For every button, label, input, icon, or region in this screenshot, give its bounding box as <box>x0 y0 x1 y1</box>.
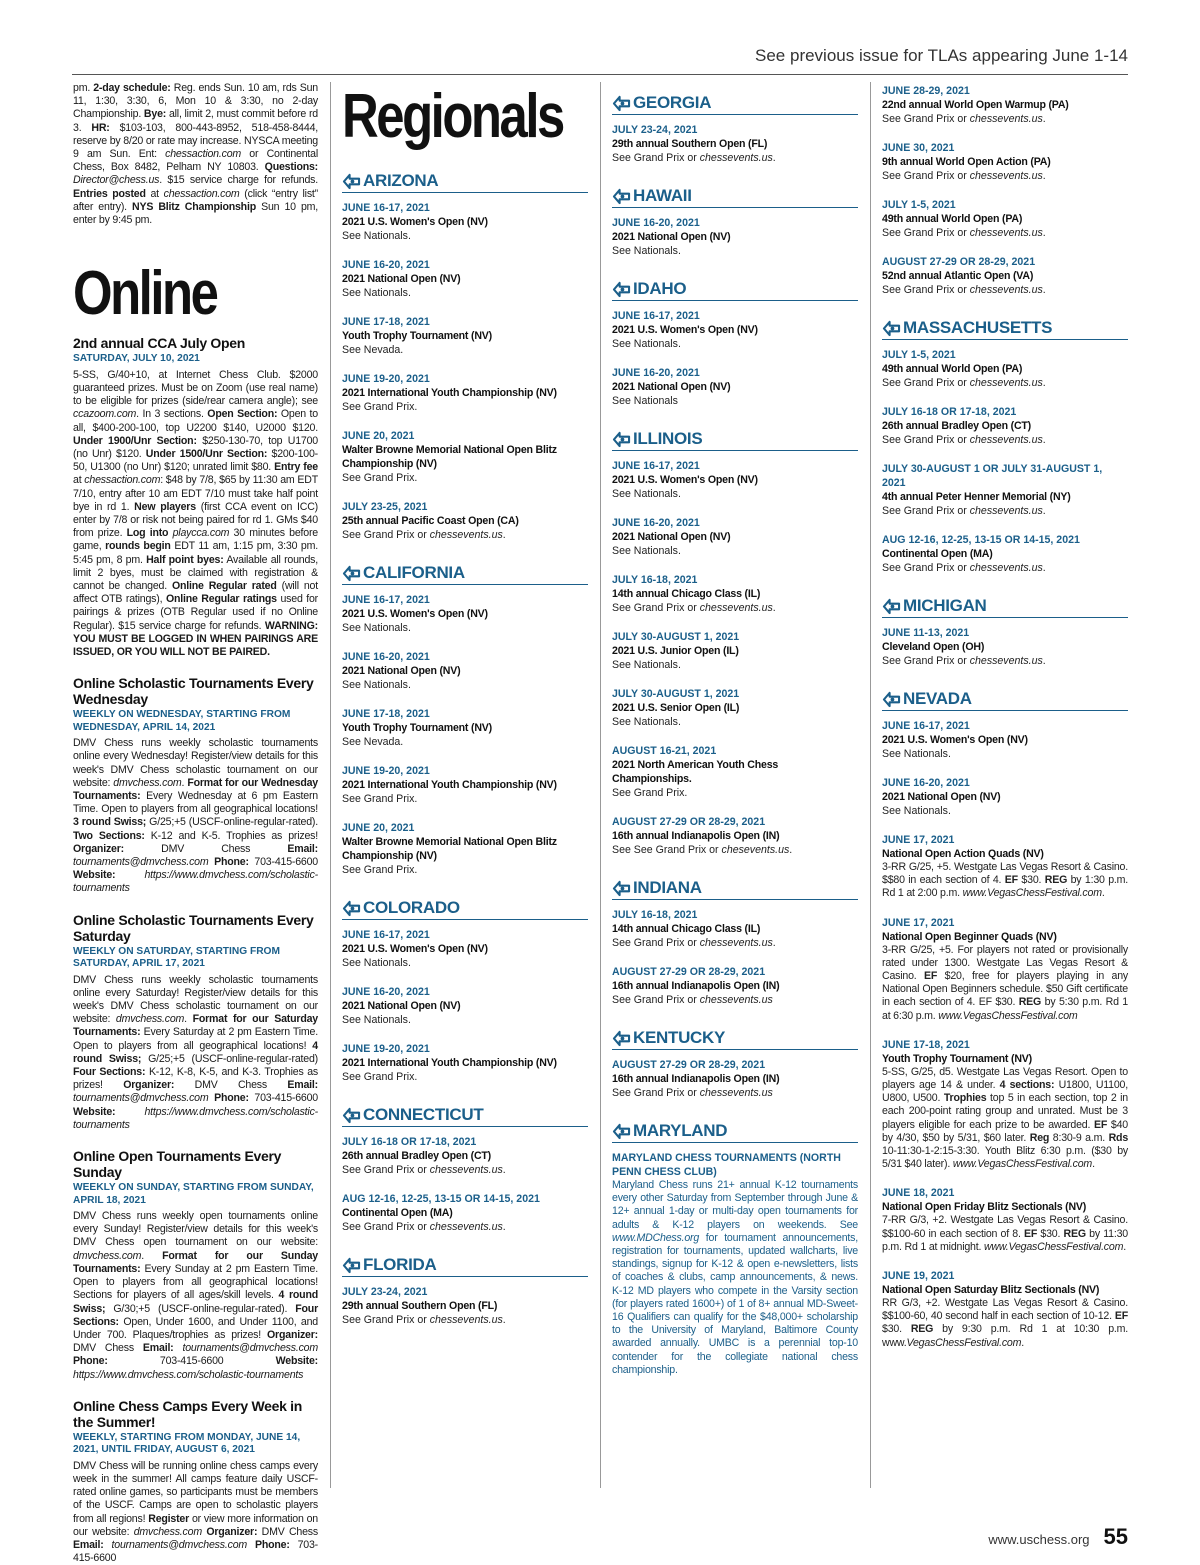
event-date: AUGUST 27-29 OR 28-29, 2021 <box>612 816 766 828</box>
state-arrow-icon <box>612 95 631 112</box>
event-date: JUNE 17-18, 2021 <box>342 316 430 328</box>
event-name: 29th annual Southern Open (FL) <box>612 138 768 150</box>
event-entry <box>612 216 858 258</box>
event-reference: See Grand Prix. <box>342 1071 418 1083</box>
event-name: 26th annual Bradley Open (CT) <box>342 1150 492 1162</box>
state-arrow-icon <box>342 1257 361 1274</box>
event-reference: See Grand Prix or chessevents.us. <box>882 655 1046 667</box>
event-entry <box>882 776 1128 818</box>
event-name: 2021 International Youth Championship (NV) <box>342 779 557 791</box>
event-date: SATURDAY, JULY 10, 2021 <box>73 353 200 365</box>
event-details: 5-SS, G/25, d5. Westgate Las Vegas Resort. Open to players age 14 & under. 4 sections: U1800, U1100, U800, U500. Trophies top 5 in each section, top 2 in each 200-point rating group and unrated. Must be 3 players eligible for each prize to be awarded. EF $40 by 4/30, $50 by 5/31, $60 later. Reg 8:30-9 a.m. Rds 10-11:30-1-2:15-3:30. Youth Blitz 6:30 p.m. ($30 by 5/31 $40 later). www.VegasChessFestival.com. <box>882 1065 1129 1171</box>
state-heading <box>342 1104 588 1127</box>
event-name: Continental Open (MA) <box>342 1207 453 1219</box>
event-date: AUGUST 16-21, 2021 <box>612 745 717 757</box>
online-event <box>73 1398 318 1565</box>
online-events <box>73 335 318 1565</box>
state-heading <box>612 1027 858 1050</box>
event-name: 2021 U.S. Women's Open (NV) <box>612 324 758 336</box>
event-date: JULY 30-AUGUST 1 OR JULY 31-AUGUST 1, 2021 <box>882 463 1103 489</box>
event-entry <box>882 916 1128 1023</box>
event-reference: See Nationals. <box>342 957 411 969</box>
event-reference: See Nationals. <box>612 545 681 557</box>
event-reference: See Nationals. <box>612 338 681 350</box>
event-entry <box>342 1042 588 1084</box>
page-header <box>0 0 1200 76</box>
event-name: 2021 U.S. Junior Open (IL) <box>612 645 739 657</box>
event-entry <box>882 405 1128 447</box>
event-entry <box>882 719 1128 761</box>
state-section <box>612 877 858 1007</box>
event-date: AUGUST 27-29 OR 28-29, 2021 <box>612 966 766 978</box>
event-entry <box>882 141 1128 183</box>
event-reference: See Grand Prix or chessevents.us. <box>882 284 1046 296</box>
event-date: JULY 30-AUGUST 1, 2021 <box>612 631 740 643</box>
event-reference: See Grand Prix or chessevents.us. <box>342 1164 506 1176</box>
event-date: JUNE 17-18, 2021 <box>342 708 430 720</box>
event-date: JUNE 16-20, 2021 <box>342 259 430 271</box>
event-entry <box>342 1285 588 1327</box>
state-name: NEVADA <box>903 689 972 708</box>
event-reference: See Grand Prix. <box>342 864 418 876</box>
state-name: IDAHO <box>633 279 687 298</box>
state-name: MARYLAND <box>633 1121 728 1140</box>
event-date: JUNE 16-20, 2021 <box>612 517 700 529</box>
event-entry <box>342 1192 588 1234</box>
event-name: 49th annual World Open (PA) <box>882 213 1023 225</box>
event-name: 2021 National Open (NV) <box>612 231 731 243</box>
event-reference: See See Grand Prix or chesevents.us. <box>612 844 793 856</box>
column-regionals-1 <box>342 82 588 1327</box>
event-date: JUNE 20, 2021 <box>342 822 415 834</box>
event-description: DMV Chess runs weekly open tournaments online every Sunday! Register/view details for this week's DMV Chess open tournament on our website: dmvchess.com. Format for our Sunday Tournaments: Every Sunday at 2 pm Eastern Time. Open to players from all geographical locations! Sections for players of all ages/skill levels. 4 round Swiss; G/30;+5 (USCF-online-regular-rated). Four Sections: Open, Under 1600, and Under 1100, and Under 700. Plaques/trophies as prizes! Organizer: DMV Chess Email: tournaments@dmvchess.com Phone: 703-415-6600 Website: https://www.dmvchess.com/scholastic-tournaments <box>73 1210 318 1381</box>
event-title: 2nd annual CCA July Open <box>73 335 245 352</box>
event-date: JUNE 17, 2021 <box>882 916 955 929</box>
event-name: 16th annual Indianapolis Open (IN) <box>612 1073 780 1085</box>
state-heading <box>882 595 1128 618</box>
event-name: 29th annual Southern Open (FL) <box>342 1300 498 1312</box>
state-name: KENTUCKY <box>633 1028 726 1047</box>
column-divider <box>330 82 331 1488</box>
event-name: 26th annual Bradley Open (CT) <box>882 420 1032 432</box>
event-entry <box>612 573 858 615</box>
event-reference: See Nationals. <box>612 245 681 257</box>
event-entry <box>612 459 858 501</box>
event-reference: See Grand Prix. <box>342 793 418 805</box>
state-name: HAWAII <box>633 186 692 205</box>
event-reference: See Grand Prix. <box>612 787 688 799</box>
event-entry <box>612 965 858 1007</box>
event-reference: See Nationals. <box>612 659 681 671</box>
event-entry <box>612 1151 858 1377</box>
event-entry <box>882 626 1128 668</box>
event-reference: See Grand Prix or chessevents.us <box>612 1087 773 1099</box>
event-reference: See Grand Prix or chessevents.us. <box>882 505 1046 517</box>
event-description: 5-SS, G/40+10, at Internet Chess Club. $2000 guaranteed prizes. Must be on Zoom (use real name) to be eligible for prizes (side/rear camera angle); see ccazoom.com. In 3 sections. Open Section: Open to all, $400-200-100, top U2200 $140, U2000 $120. Under 1900/Unr Section: $250-130-70, top U1700 (no Unr) $120. Under 1500/Unr Section: $200-100-50, U1300 (no Unr) $120; unrated limit $80. Entry fee at chessaction.com: $48 by 7/8, $65 by 11:30 am EDT 7/10, entry after 10 am EDT 7/10 must take half point bye in rd 1. New players (first CCA event on ICC) enter by 7/8 or risk not being paired for rd 1. GMs $40 from prize. Log into playcca.com 30 minutes before game, rounds begin EDT 11 am, 1:15 pm, 3:30 pm. 5:45 pm, 8 pm. Half point byes: Available all rounds, limit 2 byes, must be claimed with registration & cannot be changed. Online Regular rated (will not affect OTB ratings), Online Regular ratings used for pairings & prizes (OTB Regular used if no Online Regular). $15 service charge for refunds. WARNING: YOU MUST BE LOGGED IN WHEN PAIRINGS ARE ISSUED, OR YOU WILL NOT BE PAIRED. <box>73 368 319 658</box>
state-section <box>342 1254 588 1327</box>
state-arrow-icon <box>342 565 361 582</box>
event-name: 14th annual Chicago Class (IL) <box>612 588 761 600</box>
state-heading <box>882 317 1128 340</box>
state-arrow-icon <box>342 173 361 190</box>
event-name: 2021 National Open (NV) <box>342 273 461 285</box>
event-reference: See Grand Prix. <box>342 472 418 484</box>
event-date: JUNE 30, 2021 <box>882 142 955 154</box>
event-entry <box>342 1135 588 1177</box>
event-date: JULY 16-18 OR 17-18, 2021 <box>882 406 1017 418</box>
event-date: JULY 16-18, 2021 <box>612 574 698 586</box>
event-name: 52nd annual Atlantic Open (VA) <box>882 270 1034 282</box>
state-list <box>882 317 1128 1350</box>
state-section <box>612 185 858 258</box>
state-arrow-icon <box>612 281 631 298</box>
event-date: JUNE 17, 2021 <box>882 834 955 846</box>
event-reference: See Nationals. <box>342 230 411 242</box>
column-divider <box>600 82 601 1488</box>
event-date: JUNE 16-20, 2021 <box>882 777 970 789</box>
event-reference: See Nationals. <box>342 1014 411 1026</box>
state-name: ILLINOIS <box>633 429 703 448</box>
event-date: WEEKLY ON SUNDAY, STARTING FROM SUNDAY, APRIL 18, 2021 <box>73 1182 314 1206</box>
state-heading <box>612 92 858 115</box>
online-section-title: Online <box>73 259 217 329</box>
event-date: WEEKLY ON WEDNESDAY, STARTING FROM WEDNESDAY, APRIL 14, 2021 <box>73 709 291 733</box>
state-name: CONNECTICUT <box>363 1105 484 1124</box>
event-reference: See Grand Prix or chessevents.us. <box>342 1314 506 1326</box>
event-date: JUNE 16-17, 2021 <box>612 310 700 322</box>
event-entry <box>612 123 858 165</box>
event-date: JUNE 16-17, 2021 <box>342 929 430 941</box>
state-name: MICHIGAN <box>903 596 987 615</box>
event-name: Youth Trophy Tournament (NV) <box>342 722 492 734</box>
column-online <box>73 82 318 1565</box>
event-description: Maryland Chess runs 21+ annual K-12 tournaments every other Saturday from September through June & 12+ annual 1-day or multi-day open tournaments for adults & K-12 players on weekends. See www.MDChess.org for tournament announcements, registration for tournaments, updated wallcharts, live standings, signup for K-12 & open e-newsletters, lists of coaches & clubs, camp announcements, & news. K-12 MD players who compete in the Varsity section (for players rated 1600+) of 1 of 8+ annual MD-Sweet-16 Qualifiers can qualify for the $48,000+ scholarship to the University of Maryland, Baltimore County awarded annually. UMBC is a perennial top-10 contender for the collegiate national chess championship. <box>612 1179 858 1376</box>
event-date: JUNE 16-20, 2021 <box>612 217 700 229</box>
event-reference: See Grand Prix or chessevents.us. <box>882 434 1046 446</box>
column-regionals-2 <box>612 82 858 1377</box>
event-name: National Open Beginner Quads (NV) <box>882 930 1057 943</box>
event-entry <box>612 309 858 351</box>
event-reference: See Grand Prix or chessevents.us. <box>882 227 1046 239</box>
event-title: Online Scholastic Tournaments Every Saturday <box>73 911 314 944</box>
state-name: MASSACHUSETTS <box>903 318 1053 337</box>
event-entry <box>342 928 588 970</box>
event-date: JUNE 17-18, 2021 <box>882 1038 970 1051</box>
event-name: 16th annual Indianapolis Open (IN) <box>612 830 780 842</box>
state-arrow-icon <box>342 1107 361 1124</box>
event-entry <box>612 815 858 857</box>
event-entry <box>612 687 858 729</box>
event-entry <box>882 348 1128 390</box>
state-heading <box>342 1254 588 1277</box>
state-section <box>882 317 1128 575</box>
event-entry <box>342 821 588 877</box>
event-entry <box>612 908 858 950</box>
event-date: JUNE 19-20, 2021 <box>342 765 430 777</box>
event-date: JULY 23-25, 2021 <box>342 501 428 513</box>
event-name: National Open Saturday Blitz Sectionals (NV) <box>882 1284 1100 1297</box>
event-date: WEEKLY ON SATURDAY, STARTING FROM SATURDAY, APRIL 17, 2021 <box>73 945 280 970</box>
state-heading <box>342 170 588 193</box>
continued-entries <box>882 84 1128 297</box>
event-date: JULY 1-5, 2021 <box>882 199 956 211</box>
event-date: JULY 23-24, 2021 <box>612 124 698 136</box>
event-name: 49th annual World Open (PA) <box>882 363 1023 375</box>
event-reference: See Nationals. <box>612 716 681 728</box>
page-footer <box>988 1524 1128 1550</box>
header-text: See previous issue for TLAs appearing June 1-14 <box>755 46 1128 65</box>
event-details: 3-RR G/25, +5. Westgate Las Vegas Resort & Casino. $$80 in each section of 4. EF $30. REG by 1:30 p.m. Rd 1 at 2:00 p.m. www.VegasChessFestival.com. <box>882 861 1129 900</box>
event-date: AUG 12-16, 12-25, 13-15 OR 14-15, 2021 <box>882 534 1080 546</box>
event-entry <box>342 764 588 806</box>
event-name: 2021 National Open (NV) <box>882 791 1001 803</box>
event-entry <box>342 650 588 692</box>
event-entry <box>882 462 1128 518</box>
event-reference: See Nevada. <box>342 344 404 356</box>
event-entry <box>342 707 588 749</box>
continued-text: pm. 2-day schedule: Reg. ends Sun. 10 am, rds Sun 11, 1:30, 3:30, 6, Mon 10 & 3:30, no 2-day Championship. Bye: all, limit 2, must commit before rd 3. HR: $103-103, 800-443-8952, 518-458-8444, reserve by 8/20 or rate may increase. NYSCA meeting 9 am Sun. Ent: chessaction.com or Continental Chess, Box 8482, Pelham NY 10803. Questions: Director@chess.us. $15 service charge for refunds. Entries posted at chessaction.com (click “entry list” after entry). NYS Blitz Championship Sun 10 pm, enter by 9:45 pm. <box>73 82 318 227</box>
event-reference: See Grand Prix or chessevents.us. <box>882 113 1046 125</box>
state-arrow-icon <box>612 880 631 897</box>
event-reference: See Grand Prix or chessevents.us. <box>342 529 506 541</box>
event-name: National Open Action Quads (NV) <box>882 848 1044 860</box>
event-details: RR G/3, +2. Westgate Las Vegas Resort & Casino. $$100-60, 40 second half in each section of 10-12. EF $30. REG by 9:30 p.m. Rd 1 at 10:30 p.m. www.VegasChessFestival.com. <box>882 1297 1128 1349</box>
event-name: Walter Browne Memorial National Open Blitz Championship (NV) <box>342 836 557 862</box>
event-name: 2021 U.S. Women's Open (NV) <box>342 608 488 620</box>
state-name: FLORIDA <box>363 1255 437 1274</box>
event-reference: See Grand Prix or chessevents.us <box>612 994 773 1006</box>
event-date: JUNE 16-17, 2021 <box>882 720 970 732</box>
event-date: MARYLAND CHESS TOURNAMENTS (NORTH PENN CHESS CLUB) <box>612 1152 841 1178</box>
event-entry <box>882 84 1128 126</box>
event-name: 2021 North American Youth Chess Championships. <box>612 759 779 785</box>
event-reference: See Nationals. <box>342 679 411 691</box>
state-heading <box>612 185 858 208</box>
state-name: CALIFORNIA <box>363 563 465 582</box>
column-regionals-3 <box>882 82 1128 1350</box>
state-heading <box>882 688 1128 711</box>
event-name: 25th annual Pacific Coast Open (CA) <box>342 515 519 527</box>
event-name: 16th annual Indianapolis Open (IN) <box>612 980 780 992</box>
state-name: GEORGIA <box>633 93 712 112</box>
online-event <box>73 912 318 1132</box>
state-name: INDIANA <box>633 878 702 897</box>
event-date: JUNE 16-17, 2021 <box>342 594 430 606</box>
event-reference: See Grand Prix or chessevents.us. <box>612 152 776 164</box>
event-name: 14th annual Chicago Class (IL) <box>612 923 761 935</box>
event-name: 22nd annual World Open Warmup (PA) <box>882 99 1069 111</box>
event-entry <box>882 255 1128 297</box>
state-section <box>882 595 1128 668</box>
event-title: Online Chess Camps Every Week in the Summer! <box>73 1397 303 1430</box>
event-reference: See Grand Prix or chessevents.us. <box>882 562 1046 574</box>
state-name: ARIZONA <box>363 171 439 190</box>
event-date: JULY 1-5, 2021 <box>882 349 956 361</box>
event-details: 7-RR G/3, +2. Westgate Las Vegas Resort & Casino. $$100-60 in each section of 8. EF $30. REG by 11:30 p.m. Rd 1 at midnight. www.VegasChessFestival.com. <box>882 1214 1128 1253</box>
state-heading <box>612 877 858 900</box>
event-name: 2021 National Open (NV) <box>612 381 731 393</box>
event-description: DMV Chess runs weekly scholastic tournaments online every Saturday! Register/view details for this week's DMV Chess scholastic tournament on our website: dmvchess.com. Format for our Saturday Tournaments: Every Saturday at 2 pm Eastern Time. Open to players from all geographical locations! 4 round Swiss; G/25;+5 (USCF-online-regular-rated) Four Sections: K-12, K-8, K-5, and K-3. Trophies as prizes! Organizer: DMV Chess Email: tournaments@dmvchess.com Phone: 703-415-6600 Website: https://www.dmvchess.com/scholastic-tournaments <box>73 973 318 1131</box>
event-date: JUNE 16-17, 2021 <box>612 460 700 472</box>
state-list <box>612 92 858 1377</box>
state-section <box>342 897 588 1084</box>
event-name: 2021 U.S. Senior Open (IL) <box>612 702 740 714</box>
online-event <box>73 1148 318 1382</box>
event-date: JULY 30-AUGUST 1, 2021 <box>612 688 740 700</box>
event-reference: See Grand Prix or chessevents.us. <box>342 1221 506 1233</box>
event-entry <box>612 1058 858 1100</box>
event-entry <box>342 315 588 357</box>
event-name: Cleveland Open (OH) <box>882 641 985 653</box>
state-section <box>342 1104 588 1234</box>
event-date: WEEKLY, STARTING FROM MONDAY, JUNE 14, 2021, UNTIL FRIDAY, AUGUST 6, 2021 <box>73 1431 301 1456</box>
state-section <box>612 1027 858 1100</box>
state-section <box>612 428 858 857</box>
event-details: 3-RR G/25, +5. For players not rated or provisionally rated under 1300. Westgate Las Vegas Resort & Casino. EF $20, free for players playing in any National Open Beginners schedule. $50 Gift certificate in each section of 4. EF $30. REG by 5:30 p.m. Rd 1 at 6:30 p.m. www.VegasChessFestival.com <box>882 943 1128 1022</box>
event-date: JUNE 19, 2021 <box>882 1270 955 1283</box>
event-name: 2021 National Open (NV) <box>612 531 731 543</box>
state-section <box>342 170 588 542</box>
event-entry <box>342 429 588 485</box>
state-arrow-icon <box>612 1030 631 1047</box>
event-title: Online Scholastic Tournaments Every Wednesday <box>73 675 314 708</box>
event-name: 2021 U.S. Women's Open (NV) <box>882 734 1028 746</box>
state-heading <box>612 428 858 451</box>
event-name: 2021 International Youth Championship (NV) <box>342 387 557 399</box>
event-reference: See Nevada. <box>342 736 404 748</box>
event-reference: See Nationals. <box>342 287 411 299</box>
event-name: Youth Trophy Tournament (NV) <box>342 330 492 342</box>
event-date: JUNE 16-17, 2021 <box>342 202 430 214</box>
event-date: JUNE 28-29, 2021 <box>882 85 970 97</box>
state-list <box>342 170 588 1327</box>
event-reference: See Grand Prix. <box>342 401 418 413</box>
event-name: 2021 U.S. Women's Open (NV) <box>342 216 488 228</box>
event-entry <box>882 533 1128 575</box>
state-section <box>612 1120 858 1377</box>
state-section <box>612 92 858 165</box>
event-name: National Open Friday Blitz Sectionals (NV) <box>882 1201 1087 1214</box>
state-arrow-icon <box>882 691 901 708</box>
state-arrow-icon <box>342 900 361 917</box>
event-reference: See Nationals. <box>882 748 951 760</box>
event-date: AUGUST 27-29 OR 28-29, 2021 <box>612 1059 766 1071</box>
event-entry <box>612 516 858 558</box>
state-heading <box>342 562 588 585</box>
event-entry <box>882 198 1128 240</box>
event-date: JULY 16-18 OR 17-18, 2021 <box>342 1136 477 1148</box>
event-description: DMV Chess will be running online chess camps every week in the summer! All camps feature daily USCF-rated online games, so participants must be members of the USCF. Camps are open to scholastic players from all regions! Register or view more information on our website: dmvchess.com Organizer: DMV Chess Email: tournaments@dmvchess.com Phone: 703-415-6600 <box>73 1459 319 1565</box>
event-name: 2021 U.S. Women's Open (NV) <box>612 474 758 486</box>
event-entry <box>612 744 858 800</box>
event-entry <box>612 366 858 408</box>
state-arrow-icon <box>612 1123 631 1140</box>
event-entry <box>342 593 588 635</box>
online-event <box>73 335 318 659</box>
state-arrow-icon <box>612 431 631 448</box>
event-reference: See Grand Prix or chessevents.us. <box>612 602 776 614</box>
event-name: 2021 U.S. Women's Open (NV) <box>342 943 488 955</box>
state-section <box>612 278 858 408</box>
event-name: Youth Trophy Tournament (NV) <box>882 1052 1032 1065</box>
event-entry <box>882 833 1128 901</box>
state-arrow-icon <box>612 188 631 205</box>
event-reference: See Nationals. <box>342 622 411 634</box>
event-entry <box>342 201 588 243</box>
state-name: COLORADO <box>363 898 460 917</box>
event-name: 2021 International Youth Championship (NV) <box>342 1057 557 1069</box>
event-date: JUNE 16-20, 2021 <box>342 986 430 998</box>
online-event <box>73 675 318 895</box>
event-name: Continental Open (MA) <box>882 548 993 560</box>
event-entry <box>342 372 588 414</box>
event-entry <box>882 1038 1128 1172</box>
event-date: JUNE 16-20, 2021 <box>612 367 700 379</box>
event-date: JUNE 16-20, 2021 <box>342 651 430 663</box>
state-heading <box>612 278 858 301</box>
event-date: JUNE 18, 2021 <box>882 1187 955 1200</box>
state-heading <box>342 897 588 920</box>
event-reference: See Nationals <box>612 395 678 407</box>
event-entry <box>342 500 588 542</box>
event-name: Walter Browne Memorial National Open Blitz Championship (NV) <box>342 444 557 470</box>
event-reference: See Grand Prix or chessevents.us. <box>612 937 776 949</box>
event-name: 4th annual Peter Henner Memorial (NY) <box>882 491 1071 503</box>
event-date: JUNE 20, 2021 <box>342 430 415 442</box>
regionals-section-title: Regionals <box>342 82 563 151</box>
event-date: JULY 23-24, 2021 <box>342 1286 428 1298</box>
event-reference: See Nationals. <box>612 488 681 500</box>
event-description: DMV Chess runs weekly scholastic tournaments online every Wednesday! Register/view details for this week's DMV Chess scholastic tournament on our website: dmvchess.com. Format for our Wednesday Tournaments: Every Wednesday at 6 pm Eastern Time. Open to players from all geographical locations! 3 round Swiss; G/25;+5 (USCF-online-regular-rated). Two Sections: K-12 and K-5. Trophies as prizes! Organizer: DMV Chess Email: tournaments@dmvchess.com Phone: 703-415-6600 Website: https://www.dmvchess.com/scholastic-tournaments <box>73 737 319 895</box>
footer-url: www.uschess.org <box>988 1532 1090 1547</box>
state-section <box>882 688 1128 1350</box>
event-name: 2021 National Open (NV) <box>342 665 461 677</box>
event-date: AUGUST 27-29 OR 28-29, 2021 <box>882 256 1036 268</box>
state-arrow-icon <box>882 320 901 337</box>
state-arrow-icon <box>882 598 901 615</box>
page-number: 55 <box>1103 1524 1128 1549</box>
event-reference: See Grand Prix or chessevents.us. <box>882 377 1046 389</box>
event-date: JUNE 11-13, 2021 <box>882 627 970 639</box>
event-date: JUNE 19-20, 2021 <box>342 373 430 385</box>
event-name: 2021 National Open (NV) <box>342 1000 461 1012</box>
state-section <box>342 562 588 877</box>
event-entry <box>882 1269 1128 1350</box>
column-divider <box>870 82 871 1488</box>
event-date: JUNE 19-20, 2021 <box>342 1043 430 1055</box>
state-heading <box>612 1120 858 1143</box>
event-date: JULY 16-18, 2021 <box>612 909 698 921</box>
event-name: 9th annual World Open Action (PA) <box>882 156 1051 168</box>
event-entry <box>342 985 588 1027</box>
event-entry <box>882 1186 1128 1254</box>
event-entry <box>342 258 588 300</box>
event-title: Online Open Tournaments Every Sunday <box>73 1148 282 1181</box>
event-reference: See Grand Prix or chessevents.us. <box>882 170 1046 182</box>
event-date: AUG 12-16, 12-25, 13-15 OR 14-15, 2021 <box>342 1193 540 1205</box>
header-rule <box>72 74 1128 75</box>
event-entry <box>612 630 858 672</box>
event-reference: See Nationals. <box>882 805 951 817</box>
